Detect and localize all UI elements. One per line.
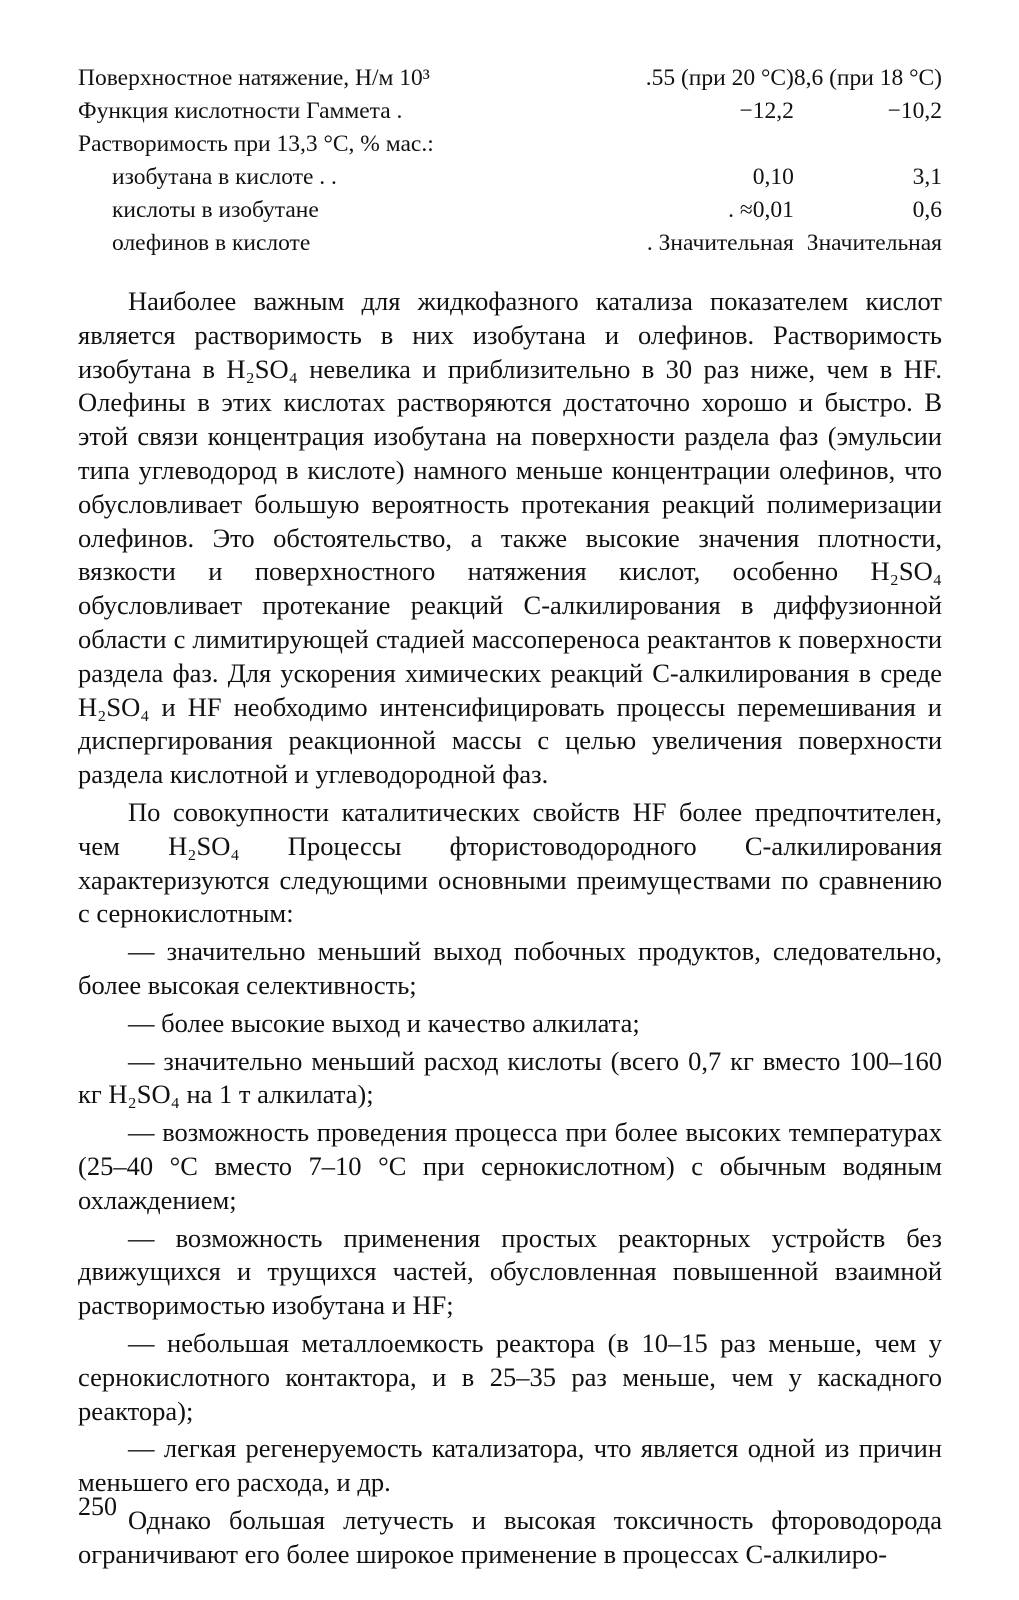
list-item: — более высокие выход и качество алкилата; (128, 1007, 640, 1038)
row-value-h2so4: .55 (при 20 °С) (645, 65, 794, 91)
row-value-hf: −10,2 (887, 98, 942, 124)
table-row (78, 95, 942, 128)
paragraph: По совокупности каталитических свойств HF более предпочтителен, чем H₂SO₄ Процессы фтористоводородного С-алкилирования характеризуются следующими основными преимуществами по сравнению с сернокислотным: (78, 796, 942, 929)
paragraph: Однако большая летучесть и высокая токсичность фтороводорода ограничивают его более широкое применение в процессах С-алкилиро- (78, 1504, 942, 1569)
row-label: Поверхностное натяжение, Н/м 10³ (78, 65, 430, 91)
list-item: — небольшая металлоемкость реактора (в 10–15 раз меньше, чем у сернокислотного контактора, и в 25–35 раз меньше, чем у каскадного реактора); (78, 1327, 942, 1426)
list-item: — возможность применения простых реакторных устройств без движущихся и трущихся частей, обусловленная повышенной взаимной растворимостью изобутана и HF; (78, 1222, 942, 1321)
row-value-hf: Значительная (806, 230, 942, 256)
table-row (78, 128, 942, 161)
row-value-hf: 8,6 (при 18 °С) (793, 65, 942, 91)
table-row (78, 194, 942, 227)
row-label: Функция кислотности Гаммета . (78, 98, 403, 124)
list-item: — возможность проведения процесса при более высоких температурах (25–40 °С вместо 7–10 °С при сернокислотном) с обычным водяным охлаждением; (78, 1117, 942, 1215)
row-label: изобутана в кислоте . . (112, 164, 337, 190)
list-item: — значительно меньший выход побочных продуктов, следовательно, более высокая селективность; (78, 936, 942, 1000)
body-text (78, 285, 942, 1571)
page-number: 250 (78, 1492, 117, 1521)
row-label: олефинов в кислоте (112, 230, 311, 256)
list-item: — значительно меньший расход кислоты (всего 0,7 кг вместо 100–160 кг H₂SO₄ на 1 т алкилата); (78, 1045, 942, 1110)
table-row (78, 161, 942, 194)
row-value-h2so4: 0,10 (752, 164, 794, 190)
row-value-h2so4: . ≈0,01 (728, 197, 794, 223)
table-row (78, 62, 942, 95)
row-value-hf: 3,1 (912, 164, 942, 190)
row-value-h2so4: −12,2 (739, 98, 794, 124)
list-item: — легкая регенеруемость катализатора, что является одной из причин меньшего его расхода, и др. (78, 1433, 942, 1498)
paragraph: Наиболее важным для жидкофазного катализа показателем кислот является растворимость в них изобутана и олефинов. Растворимость изобутана в H₂SO₄ невелика и приблизительно в 30 раз ниже, чем в HF. Олефины в этих кислотах растворяются достаточно хорошо и быстро. В этой связи концентрация изобутана на поверхности раздела фаз (эмульсии типа углеводород в кислоте) намного меньше концентрации олефинов, что обусловливает большую вероятность протекания реакций полимеризации олефинов. Это обстоятельство, а также высокие значения плотности, вязкости и поверхностного натяжения кислот, особенно H₂SO₄ обусловливает протекание реакций С-алкилирования в диффузионной области с лимитирующей стадией массопереноса реактантов к поверхности раздела фаз. Для ускорения химических реакций С-алкилирования в среде H₂SO₄ и HF необходимо интенсифицировать процессы перемешивания и диспергирования реакционной массы с целью увеличения поверхности раздела кислотной и углеводородной фаз. (78, 286, 942, 790)
row-value-hf: 0,6 (912, 197, 942, 223)
page-content (78, 62, 942, 1571)
row-label: кислоты в изобутане (112, 197, 319, 223)
properties-table (78, 62, 942, 260)
row-label: Растворимость при 13,3 °С, % мас.: (78, 131, 434, 157)
row-value-h2so4: . Значительная (646, 230, 794, 256)
table-row (78, 227, 942, 260)
